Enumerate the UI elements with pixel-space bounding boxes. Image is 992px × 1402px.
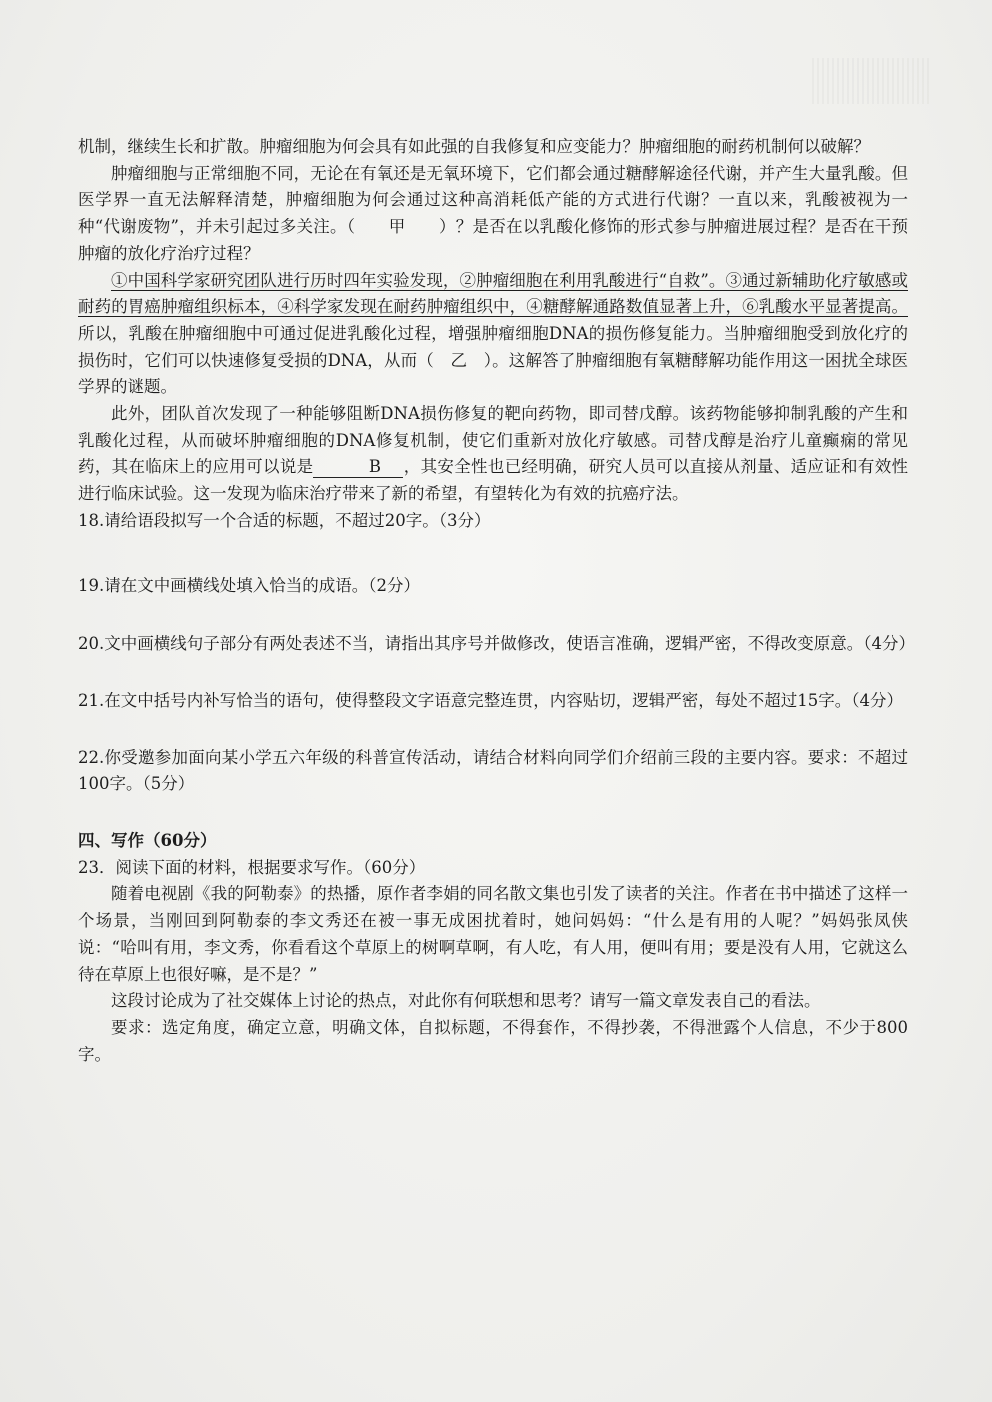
passage-paragraph-2: 肿瘤细胞与正常细胞不同，无论在有氧还是无氧环境下，它们都会通过糖酵解途径代谢，并产生大量乳酸。但医学界一直无法解释清楚，肿瘤细胞为何会通过这种高消耗低产能的方式进行代谢？一直以来，乳酸被视为一种“代谢废物”，并未引起过多关注。（ 甲 ）？是否在以乳酸化修饰的形式参与肿瘤进展过程？是否在干预肿瘤的放化疗治疗过程？ [78,163,908,263]
question-23: 23．阅读下面的材料，根据要求写作。（60分） [78,857,426,877]
passage-paragraph-3 [78,268,908,402]
question-21: 21.在文中括号内补写恰当的语句，使得整段文字语意完整连贯，内容贴切，逻辑严密，每处不超过15字。（4分） [78,690,903,710]
writing-requirements: 要求：选定角度，确定立意，明确文体，自拟标题，不得套作，不得抄袭，不得泄露个人信息，不少于800字。 [78,1017,908,1064]
writing-section-title: 四、写作（60分） [78,831,217,851]
question-20: 20.文中画横线句子部分有两处表述不当，请指出其序号并做修改，使语言准确，逻辑严密，不得改变原意。（4分） [78,634,915,654]
underlined-sentences: ①中国科学家研究团队进行历时四年实验发现，②肿瘤细胞在利用乳酸进行“自救”。③通过新辅助化疗敏感或耐药的胃癌肿瘤组织标本，④科学家发现在耐药肿瘤组织中，④糖酵解通路数值显著上升，⑥乳酸水平显著提高。 [78,270,908,317]
answer-space-19 [78,599,908,631]
passage-paragraph-4 [78,401,908,508]
answer-space-22 [78,798,908,828]
answer-space-18 [78,535,908,573]
question-18: 18.请给语段拟写一个合适的标题，不超过20字。（3分） [78,510,491,530]
scan-artifact [812,58,932,104]
page-content [78,134,915,1068]
passage-paragraph-1: 机制，继续生长和扩散。肿瘤细胞为何会具有如此强的自我修复和应变能力？肿瘤细胞的耐药机制何以破解？ [78,137,870,156]
question-22: 22.你受邀参加面向某小学五六年级的科普宣传活动，请结合材料向同学们介绍前三段的主要内容。要求：不超过100字。（5分） [78,747,908,794]
idiom-blank: B [313,457,403,478]
answer-space-21 [78,715,908,745]
paragraph-3-rest: 所以，乳酸在肿瘤细胞中可通过促进乳酸化过程，增强肿瘤细胞DNA的损伤修复能力。当肿瘤细胞受到放化疗的损伤时，它们可以快速修复受损的DNA，从而（ 乙 ）。这解答了肿瘤细胞有氧糖酵解功能作用这一困扰全球医学界的谜题。 [78,323,908,397]
paragraph-4-part-b: ，其安全性也已经明确，研究人员可以直接从剂量、适应证和有效性进行临床试验。这一发现为临床治疗带来了新的希望，有望转化为有效的抗癌疗法。 [78,457,909,504]
answer-space-20 [78,658,908,688]
paragraph-4-part-a: 此外，团队首次发现了一种能够阻断DNA损伤修复的靶向药物，即司替戊醇。该药物能够抑制乳酸的产生和乳酸化过程，从而破坏肿瘤细胞的DNA修复机制，使它们重新对放化疗敏感。司替戊醇是治疗儿童癫痫的常见药，其在临床上的应用可以说是 [78,404,908,477]
question-19: 19.请在文中画横线处填入恰当的成语。（2分） [78,575,420,595]
writing-prompt: 这段讨论成为了社交媒体上讨论的热点，对此你有何联想和思考？请写一篇文章发表自己的看法。 [111,991,821,1011]
writing-material: 随着电视剧《我的阿勒泰》的热播，原作者李娟的同名散文集也引发了读者的关注。作者在书中描述了这样一个场景，当刚回到阿勒泰的李文秀还在被一事无成困扰着时，她问妈妈：“什么是有用的人呢？”妈妈张凤侠说：“哈叫有用，李文秀，你看看这个草原上的树啊草啊，有人吃，有人用，便叫有用；要是没有人用，它就这么待在草原上也很好嘛，是不是？” [78,884,908,984]
